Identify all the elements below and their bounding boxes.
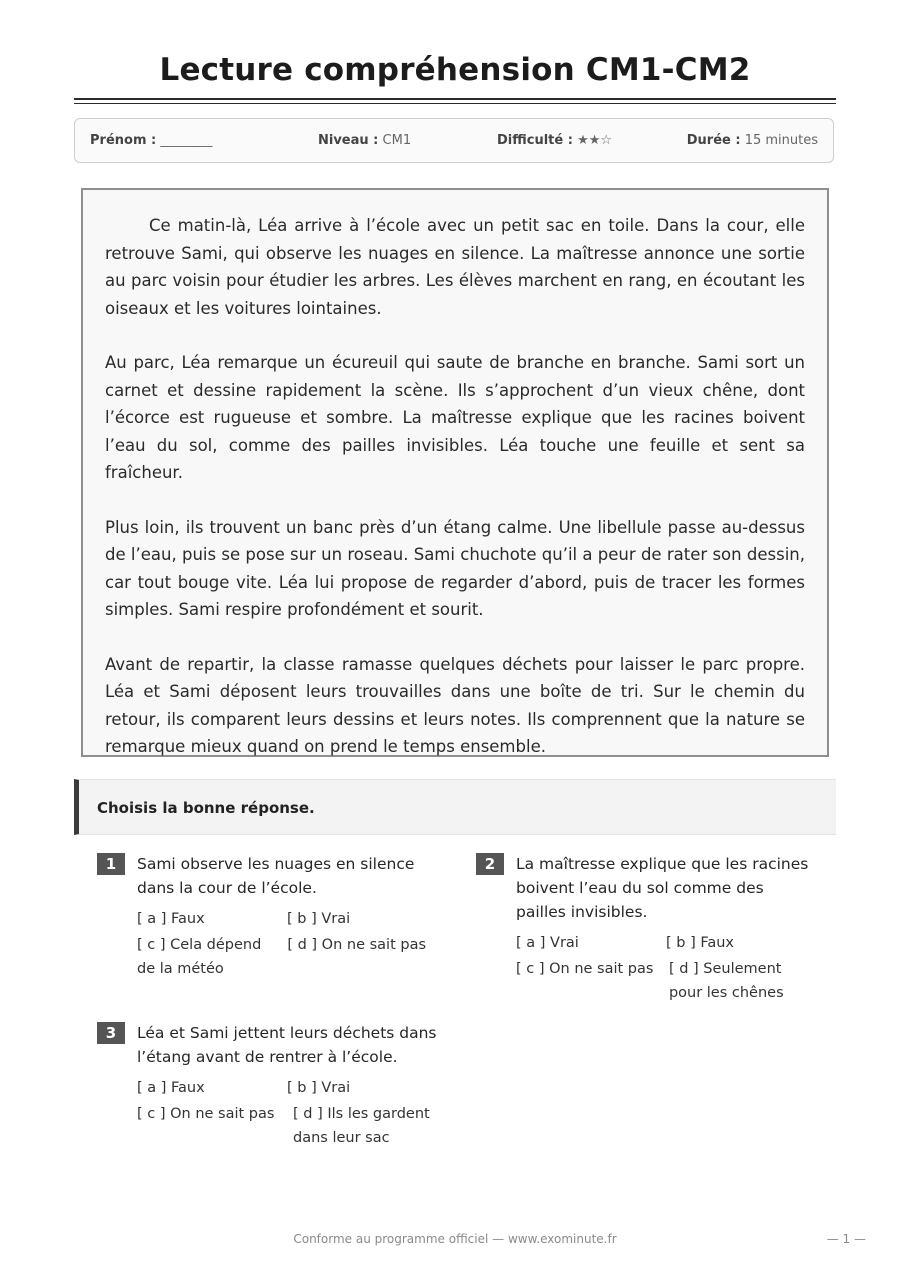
meta-prenom-value: ________ xyxy=(160,133,213,148)
page-number: — 1 — xyxy=(826,1232,866,1246)
answer-option-c[interactable]: [ c ] On ne sait pas xyxy=(516,961,654,977)
meta-prenom xyxy=(90,133,212,148)
answer-option-a[interactable]: [ a ] Faux xyxy=(137,911,205,927)
answer-options xyxy=(137,1076,437,1152)
meta-difficulte-label: Difficulté : xyxy=(497,133,573,148)
meta-prenom-label: Prénom : xyxy=(90,133,157,148)
instruction-banner: Choisis la bonne réponse. xyxy=(74,779,836,835)
question-text: La maîtresse explique que les racines boivent l’eau du sol comme des pailles invisibles. xyxy=(516,855,809,921)
answer-option-d[interactable]: [ d ] On ne sait pas xyxy=(287,937,427,953)
answer-option-b[interactable]: [ b ] Faux xyxy=(666,935,735,951)
footer-text: Conforme au programme officiel — www.exominute.fr xyxy=(293,1232,617,1246)
answer-options xyxy=(137,907,437,983)
question-number: 2 xyxy=(476,853,504,875)
answer-options xyxy=(516,931,816,1007)
meta-niveau-value: CM1 xyxy=(382,133,412,148)
answer-option-a[interactable]: [ a ] Vrai xyxy=(516,935,579,951)
question-1 xyxy=(97,852,437,983)
answer-option-a[interactable]: [ a ] Faux xyxy=(137,1080,205,1096)
answer-option-b[interactable]: [ b ] Vrai xyxy=(287,1080,351,1096)
answer-option-c[interactable]: [ c ] On ne sait pas xyxy=(137,1106,275,1122)
question-number: 3 xyxy=(97,1022,125,1044)
question-2 xyxy=(476,852,816,1007)
page-title: Lecture compréhension CM1-CM2 xyxy=(159,52,751,88)
question-3 xyxy=(97,1021,437,1152)
question-text: Léa et Sami jettent leurs déchets dans l’étang avant de rentrer à l’école. xyxy=(137,1024,437,1066)
meta-duree xyxy=(687,133,818,148)
story-paragraph: Avant de repartir, la classe ramasse quelques déchets pour laisser le parc propre. Léa et Sami déposent leurs trouvailles dans une boîte de tri. Sur le chemin du retour, ils comparent leurs dessins et leurs notes. Ils comprennent que la nature se remarque mieux quand on prend le temps ensemble. xyxy=(105,654,805,756)
title-rule-thin xyxy=(74,103,836,104)
meta-difficulte xyxy=(497,133,612,148)
meta-bar xyxy=(74,118,834,163)
question-text: Sami observe les nuages en silence dans la cour de l’école. xyxy=(137,855,415,897)
meta-duree-label: Durée : xyxy=(686,133,741,148)
meta-niveau xyxy=(318,133,411,148)
meta-duree-value: 15 minutes xyxy=(744,133,818,148)
story-box xyxy=(81,188,829,757)
story-paragraph: Au parc, Léa remarque un écureuil qui saute de branche en branche. Sami sort un carnet et dessine rapidement la scène. Ils s’approchent d’un vieux chêne, dont l’écorce est rugueuse et sombre. La maîtresse explique que les racines boivent l’eau du sol, comme des pailles invisibles. Léa touche une feuille et sent sa fraîcheur. xyxy=(105,353,805,482)
answer-option-b[interactable]: [ b ] Vrai xyxy=(287,911,351,927)
answer-option-d[interactable]: [ d ] Ils les gardent dans leur sac xyxy=(293,1106,430,1146)
answer-option-c[interactable]: [ c ] Cela dépend de la météo xyxy=(137,937,262,977)
title-rule xyxy=(74,98,836,100)
meta-niveau-label: Niveau : xyxy=(318,133,379,148)
meta-difficulte-value: ★★☆ xyxy=(577,133,613,148)
story-paragraph: Plus loin, ils trouvent un banc près d’un étang calme. Une libellule passe au-dessus de l’eau, puis se pose sur un roseau. Sami chuchote qu’il a peur de rater son dessin, car tout bouge vite. Léa lui propose de regarder d’abord, puis de tracer les formes simples. Sami respire profondément et sourit. xyxy=(105,517,805,619)
answer-option-d[interactable]: [ d ] Seulement pour les chênes xyxy=(668,961,784,1001)
story-paragraph: Ce matin-là, Léa arrive à l’école avec un petit sac en toile. Dans la cour, elle retrouve Sami, qui observe les nuages en silence. La maîtresse annonce une sortie au parc voisin pour étudier les arbres. Les élèves marchent en rang, en écoutant les oiseaux et les voitures lointaines. xyxy=(105,216,805,318)
question-number: 1 xyxy=(97,853,125,875)
